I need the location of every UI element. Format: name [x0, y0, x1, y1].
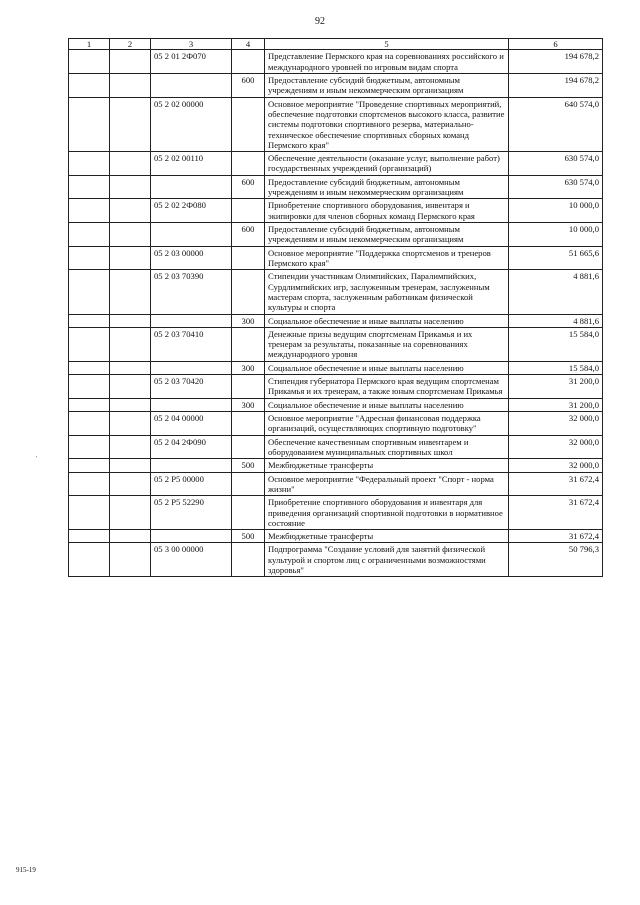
target-code: 05 2 03 70410 — [151, 327, 232, 361]
target-code: 05 2 02 2Ф080 — [151, 199, 232, 223]
cell-empty — [110, 73, 151, 97]
cell-empty — [110, 472, 151, 496]
expense-type: 300 — [232, 398, 265, 411]
cell-empty — [110, 398, 151, 411]
cell-empty — [110, 246, 151, 270]
item-name: Подпрограмма "Создание условий для занятий физической культурой и спортом лиц с ограниченными возможностями здоровья" — [265, 543, 509, 577]
table-row — [69, 73, 603, 97]
expense-type — [232, 152, 265, 176]
cell-empty — [110, 175, 151, 199]
item-name: Социальное обеспечение и иные выплаты населению — [265, 398, 509, 411]
table-row — [69, 314, 603, 327]
table-row — [69, 398, 603, 411]
table-row — [69, 199, 603, 223]
target-code: 05 2 04 00000 — [151, 412, 232, 436]
item-name: Социальное обеспечение и иные выплаты населению — [265, 314, 509, 327]
cell-empty — [110, 435, 151, 459]
target-code — [151, 73, 232, 97]
table-row — [69, 435, 603, 459]
table-row — [69, 246, 603, 270]
expense-type — [232, 472, 265, 496]
cell-empty — [69, 459, 110, 472]
item-name: Обеспечение деятельности (оказание услуг, выполнение работ) государственных учреждений (организаций) — [265, 152, 509, 176]
cell-empty — [110, 152, 151, 176]
table-row — [69, 530, 603, 543]
expense-type — [232, 496, 265, 530]
amount: 32 000,0 — [509, 412, 603, 436]
expense-type: 500 — [232, 530, 265, 543]
column-number-row — [69, 39, 603, 50]
expense-type: 600 — [232, 175, 265, 199]
target-code: 05 3 00 00000 — [151, 543, 232, 577]
item-name: Стипендия губернатора Пермского края ведущим спортсменам Прикамья и их тренерам, а также юным спортсменам Прикамья — [265, 375, 509, 399]
cell-empty — [110, 199, 151, 223]
cell-empty — [110, 361, 151, 374]
amount: 640 574,0 — [509, 97, 603, 152]
amount: 10 000,0 — [509, 199, 603, 223]
target-code: 05 2 03 00000 — [151, 246, 232, 270]
target-code: 05 2 01 2Ф070 — [151, 50, 232, 74]
table-row — [69, 223, 603, 247]
cell-empty — [110, 375, 151, 399]
table-row — [69, 361, 603, 374]
cell-empty — [69, 199, 110, 223]
target-code: 05 2 03 70390 — [151, 270, 232, 314]
item-name: Приобретение спортивного оборудования и инвентаря для приведения организаций спортивной подготовки в нормативное состояние — [265, 496, 509, 530]
cell-empty — [69, 472, 110, 496]
amount: 31 200,0 — [509, 398, 603, 411]
target-code: 05 2 Р5 52290 — [151, 496, 232, 530]
cell-empty — [110, 530, 151, 543]
item-name: Межбюджетные трансферты — [265, 459, 509, 472]
document-code: 915-19 — [16, 866, 36, 874]
column-header: 3 — [151, 39, 232, 50]
cell-empty — [110, 223, 151, 247]
column-header: 5 — [265, 39, 509, 50]
table-row — [69, 97, 603, 152]
target-code — [151, 530, 232, 543]
target-code: 05 2 02 00110 — [151, 152, 232, 176]
cell-empty — [69, 73, 110, 97]
cell-empty — [69, 398, 110, 411]
target-code — [151, 361, 232, 374]
amount: 4 881,6 — [509, 314, 603, 327]
amount: 630 574,0 — [509, 175, 603, 199]
expense-type — [232, 412, 265, 436]
expense-type — [232, 50, 265, 74]
column-header: 2 — [110, 39, 151, 50]
expense-type — [232, 327, 265, 361]
cell-empty — [110, 459, 151, 472]
target-code — [151, 314, 232, 327]
target-code — [151, 175, 232, 199]
cell-empty — [69, 412, 110, 436]
table-row — [69, 375, 603, 399]
item-name: Стипендии участникам Олимпийских, Паралимпийских, Сурдлимпийских игр, заслуженным тренерам, заслуженным мастерам спорта, заслуженным работникам физической культуры и спорта — [265, 270, 509, 314]
cell-empty — [69, 435, 110, 459]
column-header: 1 — [69, 39, 110, 50]
amount: 51 665,6 — [509, 246, 603, 270]
cell-empty — [69, 314, 110, 327]
table-row — [69, 496, 603, 530]
item-name: Представление Пермского края на соревнованиях российского и международного уровней по игровым видам спорта — [265, 50, 509, 74]
cell-empty — [69, 270, 110, 314]
target-code: 05 2 02 00000 — [151, 97, 232, 152]
cell-empty — [69, 223, 110, 247]
item-name: Межбюджетные трансферты — [265, 530, 509, 543]
amount: 194 678,2 — [509, 73, 603, 97]
item-name: Социальное обеспечение и иные выплаты населению — [265, 361, 509, 374]
target-code: 05 2 Р5 00000 — [151, 472, 232, 496]
cell-empty — [69, 375, 110, 399]
table-row — [69, 152, 603, 176]
amount: 31 672,4 — [509, 472, 603, 496]
expense-type — [232, 246, 265, 270]
cell-empty — [110, 496, 151, 530]
cell-empty — [69, 530, 110, 543]
item-name: Приобретение спортивного оборудования, инвентаря и экипировки для членов сборных команд Пермского края — [265, 199, 509, 223]
expense-type: 600 — [232, 223, 265, 247]
target-code — [151, 459, 232, 472]
table-row — [69, 175, 603, 199]
item-name: Денежные призы ведущим спортсменам Прикамья и их тренерам за результаты, показанные на соревнованиях международного уровня — [265, 327, 509, 361]
item-name: Основное мероприятие "Поддержка спортсменов и тренеров Пермского края" — [265, 246, 509, 270]
amount: 31 672,4 — [509, 530, 603, 543]
cell-empty — [69, 175, 110, 199]
amount: 194 678,2 — [509, 50, 603, 74]
amount: 630 574,0 — [509, 152, 603, 176]
table-row — [69, 50, 603, 74]
target-code: 05 2 03 70420 — [151, 375, 232, 399]
table-row — [69, 270, 603, 314]
cell-empty — [110, 97, 151, 152]
item-name: Основное мероприятие "Адресная финансовая поддержка организаций, осуществляющих спортивную подготовку" — [265, 412, 509, 436]
item-name: Предоставление субсидий бюджетным, автономным учреждениям и иным некоммерческим организациям — [265, 175, 509, 199]
cell-empty — [69, 543, 110, 577]
column-header: 6 — [509, 39, 603, 50]
expense-type — [232, 97, 265, 152]
table-row — [69, 543, 603, 577]
expense-type: 600 — [232, 73, 265, 97]
expense-type: 300 — [232, 314, 265, 327]
column-header: 4 — [232, 39, 265, 50]
cell-empty — [69, 496, 110, 530]
cell-empty — [69, 246, 110, 270]
cell-empty — [69, 152, 110, 176]
expense-type — [232, 270, 265, 314]
cell-empty — [110, 50, 151, 74]
target-code — [151, 223, 232, 247]
cell-empty — [69, 361, 110, 374]
table-row — [69, 459, 603, 472]
table-row — [69, 327, 603, 361]
item-name: Предоставление субсидий бюджетным, автономным учреждениям и иным некоммерческим организациям — [265, 73, 509, 97]
margin-mark: ' — [36, 456, 38, 462]
item-name: Основное мероприятие "Федеральный проект "Спорт - норма жизни" — [265, 472, 509, 496]
expense-type: 500 — [232, 459, 265, 472]
item-name: Обеспечение качественным спортивным инвентарем и оборудованием муниципальных спортивных школ — [265, 435, 509, 459]
table-row — [69, 412, 603, 436]
cell-empty — [69, 327, 110, 361]
expense-type — [232, 375, 265, 399]
expense-type — [232, 199, 265, 223]
cell-empty — [110, 327, 151, 361]
cell-empty — [110, 412, 151, 436]
expense-type: 300 — [232, 361, 265, 374]
amount: 10 000,0 — [509, 223, 603, 247]
item-name: Основное мероприятие "Проведение спортивных мероприятий, обеспечение подготовки спортсменов высокого класса, развитие системы подготовки спортивного резерва, материально-техническое обеспечение спортивных сборных команд Пермского края" — [265, 97, 509, 152]
table-row — [69, 472, 603, 496]
cell-empty — [110, 543, 151, 577]
item-name: Предоставление субсидий бюджетным, автономным учреждениям и иным некоммерческим организациям — [265, 223, 509, 247]
cell-empty — [69, 50, 110, 74]
cell-empty — [110, 270, 151, 314]
page-number: 92 — [315, 16, 325, 27]
target-code: 05 2 04 2Ф090 — [151, 435, 232, 459]
expense-type — [232, 435, 265, 459]
amount: 4 881,6 — [509, 270, 603, 314]
amount: 15 584,0 — [509, 327, 603, 361]
amount: 50 796,3 — [509, 543, 603, 577]
amount: 31 200,0 — [509, 375, 603, 399]
amount: 32 000,0 — [509, 459, 603, 472]
amount: 32 000,0 — [509, 435, 603, 459]
target-code — [151, 398, 232, 411]
budget-table — [68, 38, 603, 577]
expense-type — [232, 543, 265, 577]
amount: 31 672,4 — [509, 496, 603, 530]
cell-empty — [110, 314, 151, 327]
cell-empty — [69, 97, 110, 152]
amount: 15 584,0 — [509, 361, 603, 374]
